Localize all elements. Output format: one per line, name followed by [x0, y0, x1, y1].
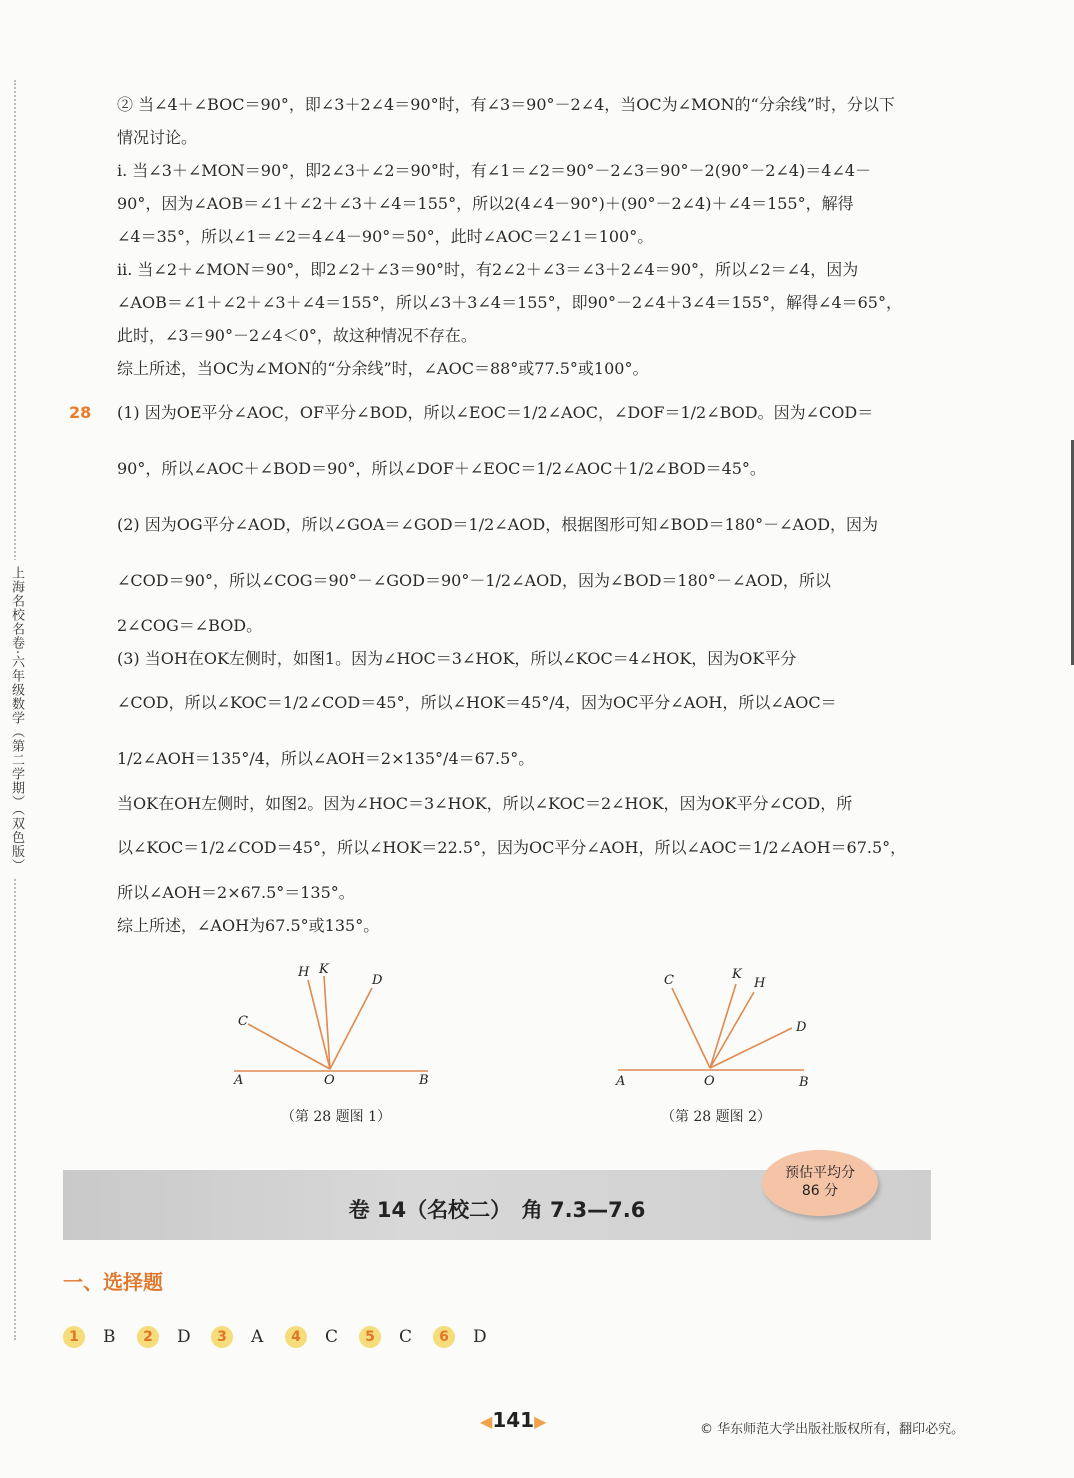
- solution-line-text: 90°，因为∠AOB＝∠1＋∠2＋∠3＋∠4＝155°，所以2(4∠4－90°)＋(90°－2∠4)＋∠4＝155°，解得: [117, 194, 854, 213]
- solution-line: [117, 787, 983, 820]
- label-K: K: [732, 967, 742, 982]
- solution-line: [117, 319, 983, 352]
- solution-line: [117, 876, 983, 909]
- solution-line: [117, 154, 983, 187]
- solution-line: [117, 187, 983, 220]
- badge-label: 预估平均分: [785, 1165, 855, 1181]
- solution-line-text: ∠4＝35°，所以∠1＝∠2＝4∠4－90°＝50°，此时∠AOC＝2∠1＝100°。: [117, 227, 654, 246]
- answer-item: [63, 1326, 123, 1348]
- figure-2-caption: （第 28 题图 2）: [660, 1109, 772, 1125]
- question-number: 28: [69, 403, 92, 422]
- label-H: H: [754, 976, 766, 991]
- average-score-badge: [762, 1150, 878, 1216]
- ray-OD: [330, 988, 372, 1069]
- solution-line-text: ∠COD＝90°，所以∠COG＝90°－∠GOD＝90°－1/2∠AOD，因为∠BOD＝180°－∠AOD，所以: [117, 571, 831, 590]
- solution-line-text: 情况讨论。: [117, 128, 198, 147]
- answer-choice: C: [399, 1327, 413, 1347]
- answer-number: 6: [433, 1326, 455, 1348]
- solution-line: [117, 909, 983, 942]
- paper-title: 卷 14（名校二） 角 7.3—7.6: [348, 1198, 646, 1222]
- solution-line-text: 当OK在OH左侧时，如图2。因为∠HOC＝3∠HOK，所以∠KOC＝2∠HOK，因为OK平分∠COD，所: [117, 794, 853, 813]
- answer-choice: A: [251, 1327, 264, 1347]
- answer-number: 5: [359, 1326, 381, 1348]
- ray-OC: [248, 1024, 330, 1069]
- solution-line: [117, 286, 983, 319]
- solution-text: [69, 88, 983, 942]
- badge-score: 86 分: [801, 1183, 839, 1199]
- solution-line: [117, 553, 983, 609]
- label-B: B: [419, 1073, 429, 1088]
- answer-number: 4: [285, 1326, 307, 1348]
- answer-choice: B: [103, 1327, 116, 1347]
- solution-line-text: ② 当∠4＋∠BOC＝90°，即∠3＋2∠4＝90°时，有∠3＝90°－2∠4，当OC为∠MON的“分余线”时，分以下: [117, 95, 895, 114]
- solution-line: [117, 731, 983, 787]
- answer-number: 2: [137, 1326, 159, 1348]
- answer-choice: D: [177, 1327, 191, 1347]
- solution-line-text: 综上所述，当OC为∠MON的“分余线”时，∠AOC＝88°或77.5°或100°。: [117, 359, 649, 378]
- figure-1: [216, 956, 456, 1126]
- answer-choice: D: [473, 1327, 487, 1347]
- solution-line-text: ∠COD，所以∠KOC＝1/2∠COD＝45°，所以∠HOK＝45°/4，因为OC平分∠AOH，所以∠AOC＝: [117, 693, 837, 712]
- solution-line-text: ii. 当∠2＋∠MON＝90°，即2∠2＋∠3＝90°时，有2∠2＋∠3＝∠3＋2∠4＝90°，所以∠2＝∠4，因为: [117, 260, 859, 279]
- page-number: [480, 1408, 546, 1432]
- ray-OK: [710, 984, 736, 1068]
- solution-line-text: (1) 因为OE平分∠AOC，OF平分∠BOD，所以∠EOC＝1/2∠AOC，∠DOF＝1/2∠BOD。因为∠COD＝: [117, 403, 874, 422]
- solution-line-text: i. 当∠3＋∠MON＝90°，即2∠3＋∠2＝90°时，有∠1＝∠2＝90°－2∠3＝90°－2(90°－2∠4)＝4∠4－: [117, 161, 872, 180]
- solution-line: [117, 609, 983, 642]
- solution-line: [117, 675, 983, 731]
- figure-2: [596, 956, 836, 1126]
- solution-line-text: 2∠COG＝∠BOD。: [117, 616, 263, 635]
- answer-item: [211, 1326, 271, 1348]
- answer-item: [137, 1326, 197, 1348]
- solution-line: [117, 820, 983, 876]
- solution-line-text: 1/2∠AOH＝135°/4，所以∠AOH＝2×135°/4＝67.5°。: [117, 749, 535, 768]
- solution-line: [69, 385, 983, 441]
- section-heading: 一、选择题: [63, 1270, 163, 1294]
- solution-line-text: 90°，所以∠AOC＋∠BOD＝90°，所以∠DOF＋∠EOC＝1/2∠AOC＋1/2∠BOD＝45°。: [117, 459, 766, 478]
- label-H: H: [298, 965, 310, 980]
- book-side-title: 上海名校名卷·六年级数学（第二学期）（双色版）: [4, 560, 26, 879]
- answer-number: 1: [63, 1326, 85, 1348]
- answer-item: [285, 1326, 345, 1348]
- label-A: A: [234, 1073, 244, 1088]
- solution-line: [117, 352, 983, 385]
- solution-line: [117, 253, 983, 286]
- solution-line: [117, 642, 983, 675]
- solution-line: [117, 497, 983, 553]
- label-O: O: [324, 1073, 335, 1088]
- answer-row: [63, 1322, 507, 1352]
- solution-line-text: ∠AOB＝∠1＋∠2＋∠3＋∠4＝155°，所以∠3＋3∠4＝155°，即90°－2∠4＋3∠4＝155°，解得∠4＝65°，: [117, 293, 902, 312]
- answer-item: [433, 1326, 493, 1348]
- figure-1-caption: （第 28 题图 1）: [280, 1109, 392, 1125]
- figure-1-diagram: [216, 956, 456, 1106]
- solution-line-text: 所以∠AOH＝2×67.5°＝135°。: [117, 883, 355, 902]
- label-O: O: [704, 1074, 715, 1089]
- solution-line: [117, 441, 983, 497]
- label-A: A: [616, 1074, 626, 1089]
- page-number-value: 141: [492, 1408, 535, 1432]
- figure-2-diagram: [596, 956, 836, 1106]
- solution-line: [117, 220, 983, 253]
- label-D: D: [372, 973, 383, 988]
- solution-line-text: 此时，∠3＝90°－2∠4＜0°，故这种情况不存在。: [117, 326, 477, 345]
- label-C: C: [664, 973, 674, 988]
- triangle-right-icon: ▶: [534, 1412, 547, 1431]
- solution-line: [117, 121, 983, 154]
- label-C: C: [238, 1014, 248, 1029]
- label-K: K: [319, 962, 329, 977]
- label-D: D: [796, 1020, 807, 1035]
- solution-line: [117, 88, 983, 121]
- solution-line-text: 综上所述，∠AOH为67.5°或135°。: [117, 916, 380, 935]
- solution-line-text: (2) 因为OG平分∠AOD，所以∠GOA＝∠GOD＝1/2∠AOD，根据图形可知∠BOD＝180°－∠AOD，因为: [117, 515, 879, 534]
- answer-number: 3: [211, 1326, 233, 1348]
- solution-line-text: (3) 当OH在OK左侧时，如图1。因为∠HOC＝3∠HOK，所以∠KOC＝4∠HOK，因为OK平分: [117, 649, 797, 668]
- ray-OC: [672, 988, 710, 1068]
- answer-choice: C: [325, 1327, 339, 1347]
- triangle-left-icon: ◀: [480, 1412, 493, 1431]
- label-B: B: [799, 1075, 809, 1090]
- answer-item: [359, 1326, 419, 1348]
- copyright-notice: © 华东师范大学出版社版权所有，翻印必究。: [700, 1422, 965, 1437]
- figures-row: [216, 956, 836, 1136]
- solution-line-text: 以∠KOC＝1/2∠COD＝45°，所以∠HOK＝22.5°，因为OC平分∠AOH，所以∠AOC＝1/2∠AOH＝67.5°，: [117, 838, 907, 857]
